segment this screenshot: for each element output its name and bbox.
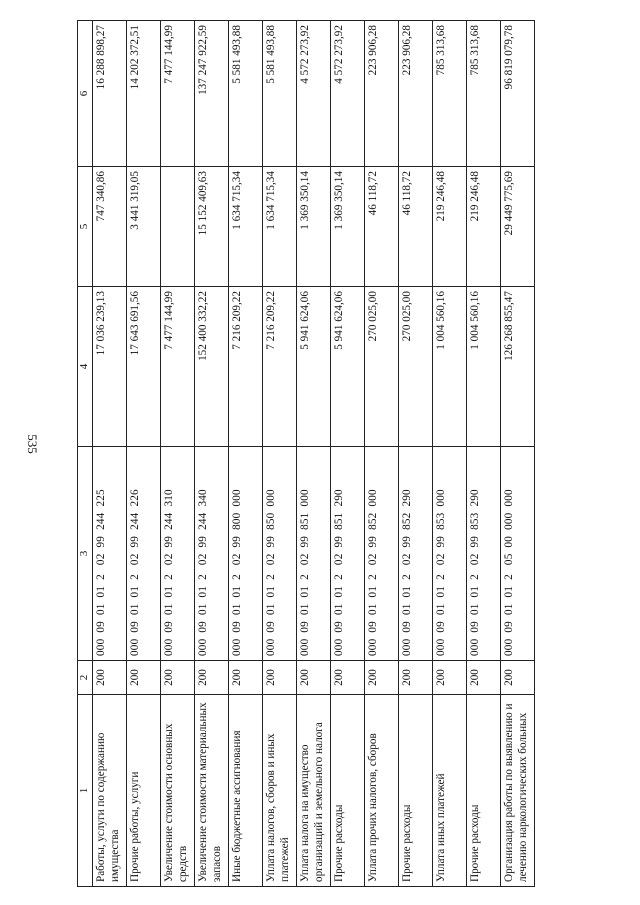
row-col4-cell: 1 004 560,16 [433, 287, 467, 447]
row-classification-cell: 000 09 01 01 2 02 99 800 000 [229, 447, 263, 661]
row-col6-cell: 7 477 144,99 [161, 21, 195, 167]
row-code-cell: 200 [399, 661, 433, 695]
row-classification-cell: 000 09 01 01 2 02 99 244 340 [195, 447, 229, 661]
table-row [297, 21, 331, 887]
row-col4-cell: 17 643 691,56 [127, 287, 161, 447]
row-col4-cell: 7 477 144,99 [161, 287, 195, 447]
row-col5-cell: 219 246,48 [433, 167, 467, 287]
row-classification-cell: 000 09 01 01 2 02 99 852 000 [365, 447, 399, 661]
row-code-cell: 200 [229, 661, 263, 695]
row-col5-cell: 29 449 775,69 [501, 167, 535, 287]
rotated-page [77, 19, 634, 887]
budget-table [77, 20, 535, 887]
row-name-cell: Иные бюджетные ассигнования [229, 695, 263, 887]
row-classification-cell: 000 09 01 01 2 02 99 851 000 [297, 447, 331, 661]
row-classification-cell: 000 09 01 01 2 02 99 244 226 [127, 447, 161, 661]
header-cell: 5 [78, 167, 93, 287]
row-code-cell: 200 [127, 661, 161, 695]
row-code-cell: 200 [297, 661, 331, 695]
row-col6-cell: 16 288 898,27 [93, 21, 127, 167]
table-sheet [77, 19, 634, 887]
row-name-cell: Уплата иных платежей [433, 695, 467, 887]
table-row [93, 21, 127, 887]
row-code-cell: 200 [467, 661, 501, 695]
row-code-cell: 200 [93, 661, 127, 695]
header-cell: 2 [78, 661, 93, 695]
table-row [229, 21, 263, 887]
row-col4-cell: 7 216 209,22 [229, 287, 263, 447]
row-col5-cell: 219 246,48 [467, 167, 501, 287]
row-classification-cell: 000 09 01 01 2 02 99 853 000 [433, 447, 467, 661]
table-row [467, 21, 501, 887]
row-name-cell: Организация работы по выявлению и лечению наркологических больных [501, 695, 535, 887]
row-name-cell: Уплата налогов, сборов и иных платежей [263, 695, 297, 887]
row-classification-cell: 000 09 01 01 2 02 99 852 290 [399, 447, 433, 661]
row-col6-cell: 223 906,28 [399, 21, 433, 167]
row-classification-cell: 000 09 01 01 2 02 99 244 225 [93, 447, 127, 661]
row-classification-cell: 000 09 01 01 2 02 99 850 000 [263, 447, 297, 661]
row-col5-cell: 3 441 319,05 [127, 167, 161, 287]
row-col4-cell: 7 216 209,22 [263, 287, 297, 447]
table-row [501, 21, 535, 887]
row-col5-cell: 46 118,72 [399, 167, 433, 287]
row-col4-cell: 5 941 624,06 [331, 287, 365, 447]
header-cell: 6 [78, 21, 93, 167]
table-row [127, 21, 161, 887]
row-col5-cell: 1 634 715,34 [263, 167, 297, 287]
row-name-cell: Прочие работы, услуги [127, 695, 161, 887]
table-row [331, 21, 365, 887]
row-col5-cell [161, 167, 195, 287]
row-col5-cell: 46 118,72 [365, 167, 399, 287]
row-col5-cell: 15 152 409,63 [195, 167, 229, 287]
table-row [365, 21, 399, 887]
row-col4-cell: 1 004 560,16 [467, 287, 501, 447]
header-cell: 1 [78, 695, 93, 887]
table-row [263, 21, 297, 887]
row-col4-cell: 126 268 855,47 [501, 287, 535, 447]
row-classification-cell: 000 09 01 01 2 02 99 244 310 [161, 447, 195, 661]
table-row [195, 21, 229, 887]
page-number: 535 [24, 434, 40, 454]
row-col4-cell: 270 025,00 [399, 287, 433, 447]
row-col4-cell: 270 025,00 [365, 287, 399, 447]
row-classification-cell: 000 09 01 01 2 02 99 853 290 [467, 447, 501, 661]
row-col6-cell: 4 572 273,92 [297, 21, 331, 167]
row-name-cell: Прочие расходы [399, 695, 433, 887]
row-code-cell: 200 [501, 661, 535, 695]
row-col6-cell: 785 313,68 [467, 21, 501, 167]
row-col6-cell: 5 581 493,88 [229, 21, 263, 167]
row-col6-cell: 785 313,68 [433, 21, 467, 167]
row-col4-cell: 17 036 239,13 [93, 287, 127, 447]
row-name-cell: Прочие расходы [467, 695, 501, 887]
row-col4-cell: 152 400 332,22 [195, 287, 229, 447]
row-name-cell: Работы, услуги по содержанию имущества [93, 695, 127, 887]
header-cell: 3 [78, 447, 93, 661]
table-row [433, 21, 467, 887]
row-col5-cell: 1 634 715,34 [229, 167, 263, 287]
row-col6-cell: 223 906,28 [365, 21, 399, 167]
row-code-cell: 200 [331, 661, 365, 695]
row-classification-cell: 000 09 01 01 2 05 00 000 000 [501, 447, 535, 661]
row-name-cell: Уплата налога на имущество организаций и земельного налога [297, 695, 331, 887]
row-col6-cell: 4 572 273,92 [331, 21, 365, 167]
header-row [78, 21, 93, 887]
row-col4-cell: 5 941 624,06 [297, 287, 331, 447]
row-col6-cell: 14 202 372,51 [127, 21, 161, 167]
row-code-cell: 200 [433, 661, 467, 695]
row-col5-cell: 747 340,86 [93, 167, 127, 287]
row-col6-cell: 137 247 922,59 [195, 21, 229, 167]
row-name-cell: Прочие расходы [331, 695, 365, 887]
row-col5-cell: 1 369 350,14 [297, 167, 331, 287]
row-col6-cell: 96 819 079,78 [501, 21, 535, 167]
row-code-cell: 200 [195, 661, 229, 695]
row-col5-cell: 1 369 350,14 [331, 167, 365, 287]
header-cell: 4 [78, 287, 93, 447]
row-code-cell: 200 [365, 661, 399, 695]
row-classification-cell: 000 09 01 01 2 02 99 851 290 [331, 447, 365, 661]
row-code-cell: 200 [263, 661, 297, 695]
row-name-cell: Увеличение стоимости материальных запасов [195, 695, 229, 887]
table-row [161, 21, 195, 887]
row-col6-cell: 5 581 493,88 [263, 21, 297, 167]
row-name-cell: Уплата прочих налогов, сборов [365, 695, 399, 887]
table-row [399, 21, 433, 887]
row-name-cell: Увеличение стоимости основных средств [161, 695, 195, 887]
row-code-cell: 200 [161, 661, 195, 695]
